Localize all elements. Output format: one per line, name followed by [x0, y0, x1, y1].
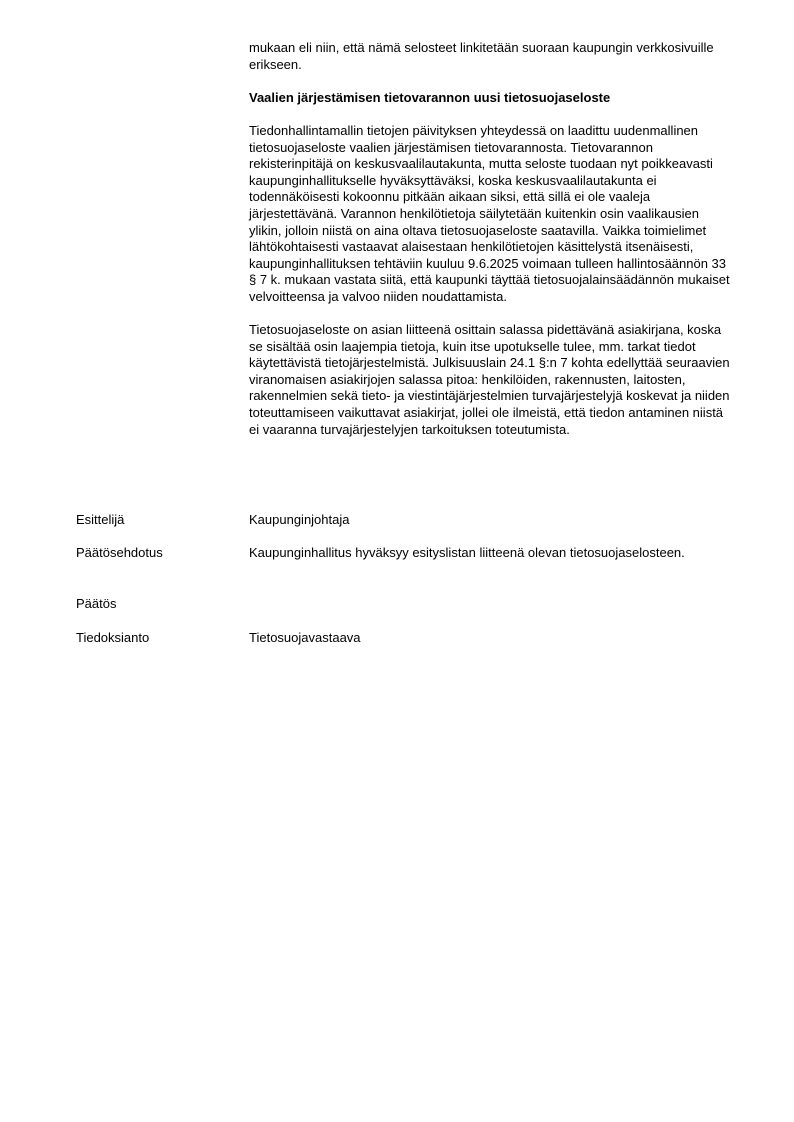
- decision-label: Päätös: [76, 596, 117, 611]
- body-paragraph-1: Tiedonhallintamallin tietojen päivityksen yhteydessä on laadittu uudenmallinen tietosuojaseloste vaalien järjestämisen tietovarannosta. Tietovarannon rekisterinpitäjä on keskusvaalilautakunta, mutta seloste tuodaan nyt poikkeavasti kaupunginhallitukselle hyväksyttäväksi, koska keskusvaalilautakunta ei todennäköisesti kokoonnu pitkään aikaan siksi, että sillä ei ole vaaleja järjestettävänä. Varannon henkilötietoja säilytetään kuitenkin osin vaalikausien ylikin, jolloin niistä on aina oltava tietosuojaseloste saatavilla. Vaikka toimielimet lähtökohtaisesti vastaavat alaisestaan henkilötietojen käsittelystä itsenäisesti, kaupunginhallituksen tehtäviin kuuluu 9.6.2025 voimaan tulleen hallintosäännön 33 § 7 k. mukaan vastata siitä, että kaupunki täyttää tietosuojalainsäädännön mukaiset velvoitteensa ja valvoo niiden noudattamista.: [249, 122, 730, 304]
- notice-label: Tiedoksianto: [76, 630, 150, 645]
- presenter-value: Kaupunginjohtaja: [249, 512, 350, 527]
- body-paragraph-2: Tietosuojaseloste on asian liitteenä osittain salassa pidettävänä asiakirjana, koska se sisältää osin laajempia tietoja, kuin itse upotukselle tulee, mm. tarkat tiedot käytettävistä tietojärjestelmistä. Julkisuuslain 24.1 §:n 7 kohta edellyttää seuraavien viranomaisen asiakirjojen salassa pitoa: henkilöiden, rakennusten, laitosten, rakennelmien sekä tieto- ja viestintäjärjestelmien turvajärjestelyjä koskevat ja niiden toteuttamiseen vaikuttavat asiakirjat, jollei ole ilmeistä, että tiedon antaminen niistä ei vaaranna turvajärjestelyjen tarkoituksen toteutumista.: [249, 322, 730, 437]
- body-text-column: [249, 40, 731, 455]
- intro-paragraph: mukaan eli niin, että nämä selosteet linkitetään suoraan kaupungin verkkosivuille erikseen.: [249, 40, 714, 72]
- section-heading: Vaalien järjestämisen tietovarannon uusi tietosuojaseloste: [249, 89, 611, 105]
- proposal-value: Kaupunginhallitus hyväksyy esityslistan liitteenä olevan tietosuojaselosteen.: [249, 545, 685, 560]
- proposal-label: Päätösehdotus: [76, 545, 163, 560]
- notice-value: Tietosuojavastaava: [249, 630, 361, 645]
- presenter-label: Esittelijä: [76, 512, 125, 527]
